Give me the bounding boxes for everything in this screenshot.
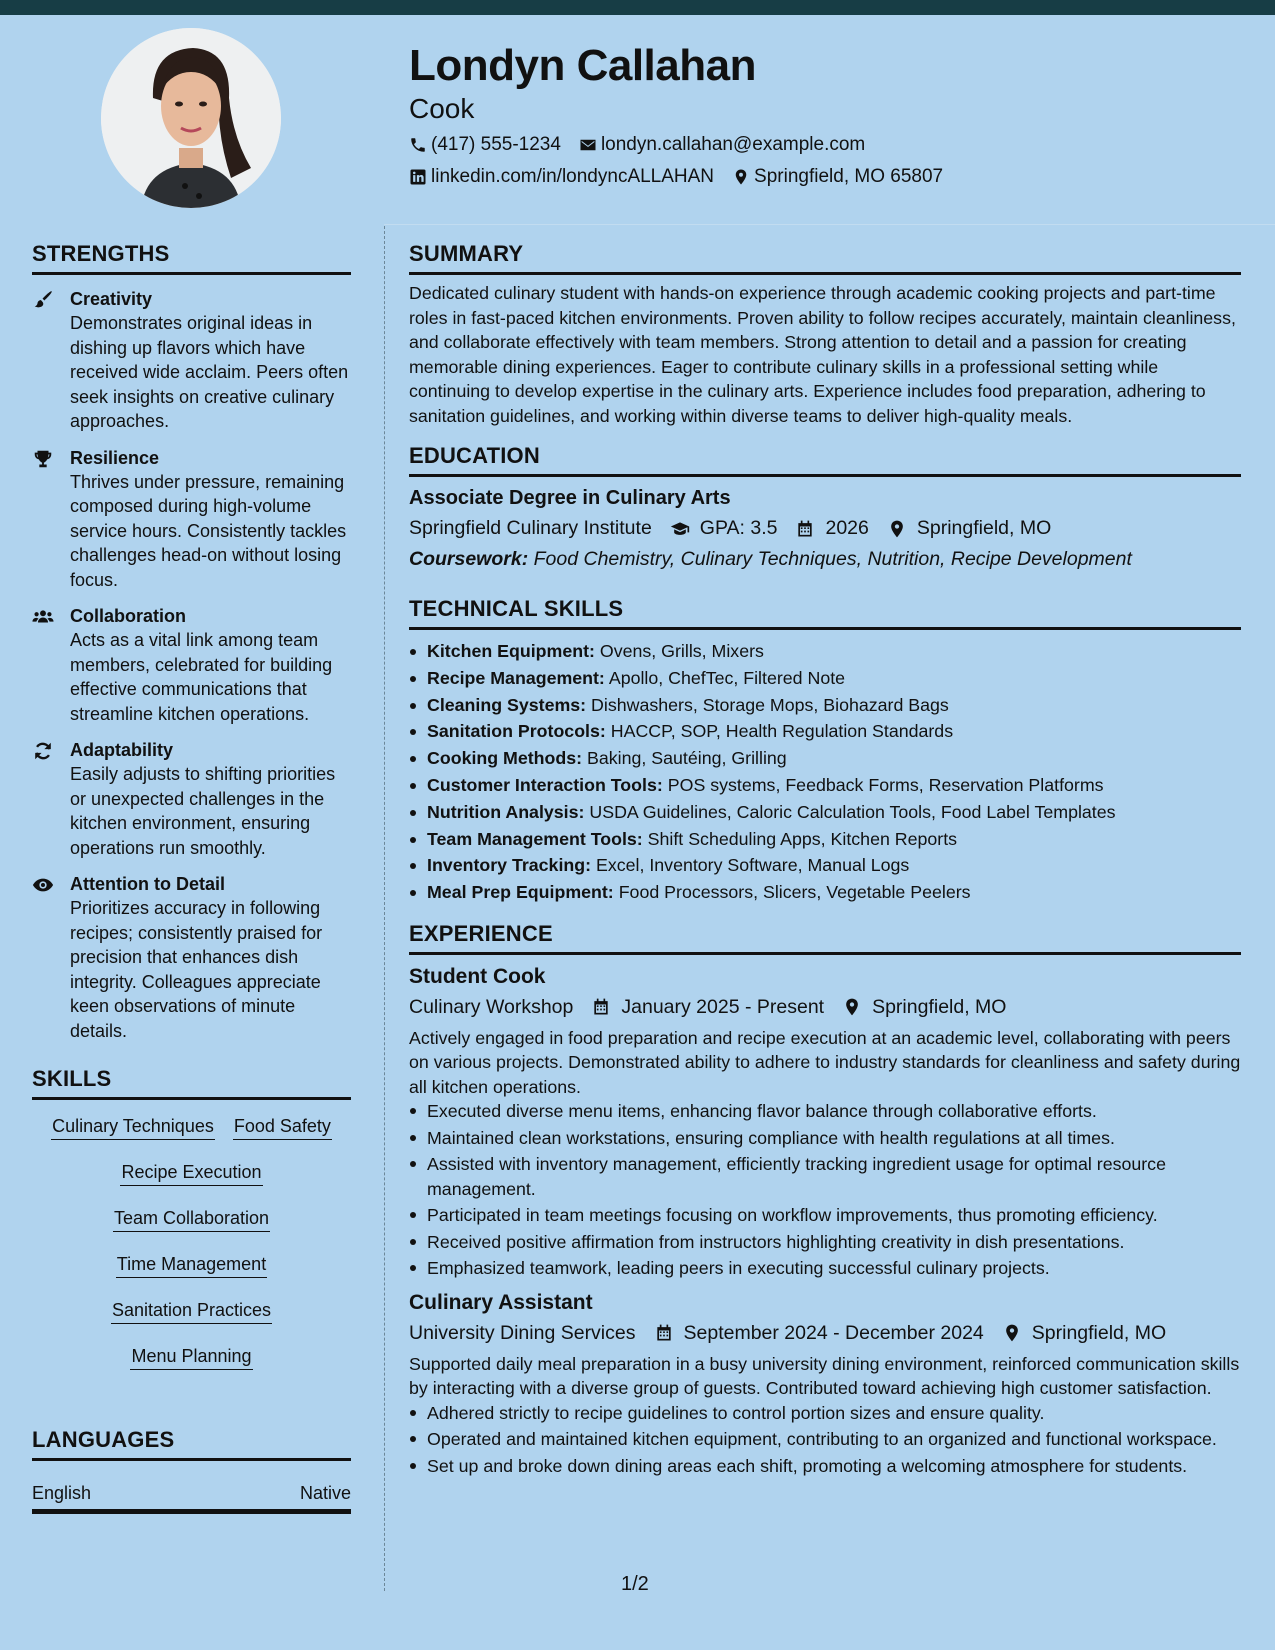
skills-heading: SKILLS	[32, 1065, 351, 1100]
languages-heading: LANGUAGES	[32, 1426, 351, 1461]
trophy-icon	[32, 448, 54, 470]
skill-tag: Recipe Execution	[120, 1160, 262, 1186]
list-item: Meal Prep Equipment: Food Processors, Slicers, Vegetable Peelers	[409, 879, 1241, 906]
list-item: Customer Interaction Tools: POS systems, Feedback Forms, Reservation Platforms	[409, 772, 1241, 799]
map-pin-icon	[887, 519, 907, 539]
sync-icon	[32, 740, 54, 762]
dates-item	[648, 1320, 984, 1347]
job-location-text: Springfield, MO	[872, 995, 1007, 1018]
summary-heading: SUMMARY	[409, 240, 1241, 275]
list-item: Cooking Methods: Baking, Sautéing, Grilling	[409, 745, 1241, 772]
list-item: Emphasized teamwork, leading peers in executing successful culinary projects.	[409, 1256, 1241, 1281]
list-item: Executed diverse menu items, enhancing flavor balance through collaborative efforts.	[409, 1099, 1241, 1124]
language-row	[32, 1461, 351, 1514]
strength-item	[32, 604, 351, 726]
strength-desc: Prioritizes accuracy in following recipes; consistently praised for precision that enhances dish integrity. Colleagues appreciate keen observations of minute details.	[70, 898, 323, 1041]
skill-tag: Time Management	[116, 1252, 267, 1278]
graduation-cap-icon	[670, 519, 690, 539]
strength-item	[32, 738, 351, 860]
strength-title: Adaptability	[70, 740, 174, 760]
edu-location-item	[881, 515, 1051, 542]
edu-location-text: Springfield, MO	[916, 517, 1052, 539]
strength-item	[32, 446, 351, 593]
coursework	[409, 546, 1241, 573]
strength-desc: Demonstrates original ideas in dishing up flavors which have received wide acclaim. Peers often seek insights on creative culinary approaches.	[70, 313, 349, 431]
skills-list	[32, 1100, 351, 1390]
list-item: Inventory Tracking: Excel, Inventory Software, Manual Logs	[409, 852, 1241, 879]
education-meta	[409, 515, 1241, 542]
coursework-text: Food Chemistry, Culinary Techniques, Nutrition, Recipe Development	[533, 548, 1132, 570]
map-pin-icon	[842, 997, 862, 1017]
job-location-item	[836, 994, 1006, 1021]
map-pin-icon	[1002, 1323, 1022, 1343]
location-item	[732, 165, 943, 189]
technical-skills-heading: TECHNICAL SKILLS	[409, 595, 1241, 630]
job-title: Student Cook	[409, 964, 546, 988]
top-bar	[0, 0, 1275, 15]
gpa-text: GPA: 3.5	[699, 517, 778, 539]
list-item: Maintained clean workstations, ensuring compliance with health regulations at all times.	[409, 1126, 1241, 1151]
strength-title: Attention to Detail	[70, 874, 225, 894]
paintbrush-icon	[32, 289, 54, 311]
experience-heading: EXPERIENCE	[409, 920, 1241, 955]
contact-row	[409, 133, 1229, 157]
job-location-text: Springfield, MO	[1031, 1321, 1167, 1344]
list-item: Nutrition Analysis: USDA Guidelines, Caloric Calculation Tools, Food Label Templates	[409, 799, 1241, 826]
job-description: Supported daily meal preparation in a busy university dining environment, reinforced communication skills by interacting with a diverse group of guests. Contributed toward achieving high customer satisfaction.	[409, 1353, 1240, 1399]
list-item: Kitchen Equipment: Ovens, Grills, Mixers	[409, 638, 1241, 665]
calendar-icon	[654, 1323, 674, 1343]
strength-desc: Thrives under pressure, remaining composed during high-volume service hours. Consistently tackles challenges head-on without losing focus.	[70, 471, 347, 590]
gpa-item	[664, 515, 778, 542]
job-bullets	[409, 1099, 1241, 1281]
right-column	[409, 240, 1241, 1492]
contact-row-2	[409, 165, 1229, 189]
degree: Associate Degree in Culinary Arts	[409, 487, 731, 509]
job-meta	[409, 1320, 1241, 1347]
phone-icon	[409, 136, 427, 154]
technical-skills-list	[409, 638, 1241, 906]
list-item: Set up and broke down dining areas each shift, promoting a welcoming atmosphere for students.	[409, 1454, 1241, 1479]
list-item: Operated and maintained kitchen equipment, contributing to an organized and functional workspace.	[409, 1427, 1241, 1452]
header-divider	[384, 224, 1275, 225]
skills-section	[32, 1065, 351, 1390]
strength-item	[32, 872, 351, 1043]
education-heading: EDUCATION	[409, 442, 1241, 477]
strength-item	[32, 287, 351, 434]
candidate-name: Londyn Callahan	[409, 41, 756, 90]
job-meta	[409, 994, 1241, 1021]
email-item[interactable]	[579, 133, 865, 157]
skill-tag: Menu Planning	[130, 1344, 252, 1370]
dates-text: January 2025 - Present	[621, 995, 825, 1018]
job-title: Cook	[409, 93, 475, 124]
job-entry	[409, 1289, 1241, 1479]
header	[409, 40, 1229, 189]
calendar-icon	[795, 519, 815, 539]
company-text: Culinary Workshop	[409, 995, 574, 1018]
phone-item	[409, 133, 561, 157]
education-section	[409, 442, 1241, 573]
users-icon	[32, 606, 54, 628]
list-item: Sanitation Protocols: HACCP, SOP, Health Regulation Standards	[409, 718, 1241, 745]
list-item: Participated in team meetings focusing on workflow improvements, thus promoting efficiency.	[409, 1203, 1241, 1228]
strengths-heading: STRENGTHS	[32, 240, 351, 275]
linkedin-item[interactable]	[409, 165, 714, 189]
summary-text: Dedicated culinary student with hands-on experience through academic cooking projects and part-time roles in fast-paced kitchen environments. Proven ability to follow recipes accurately, maintain cleanliness, and collaborate effectively with team members. Strong attention to detail and a passion for creating memorable dining experiences. Eager to contribute culinary skills in a professional setting while continuing to develop expertise in the culinary arts. Experience includes food preparation, adhering to sanitation guidelines, and working within diverse teams to deliver high-quality meals.	[409, 283, 1236, 426]
left-column	[32, 240, 351, 1514]
company	[409, 1320, 636, 1347]
skill-tag: Sanitation Practices	[111, 1298, 272, 1324]
email-text[interactable]: londyn.callahan@example.com	[600, 134, 866, 155]
eye-icon	[32, 874, 54, 896]
job-bullets	[409, 1401, 1241, 1479]
languages-section	[32, 1426, 351, 1514]
phone-text: (417) 555-1234	[431, 134, 561, 155]
linkedin-text[interactable]: linkedin.com/in/londyncALLAHAN	[431, 166, 715, 187]
school-text: Springfield Culinary Institute	[409, 517, 652, 539]
job-title: Culinary Assistant	[409, 1290, 593, 1314]
envelope-icon	[579, 136, 597, 154]
language-name: English	[32, 1483, 92, 1503]
experience-section	[409, 920, 1241, 1479]
year-item	[789, 515, 868, 542]
list-item: Adhered strictly to recipe guidelines to control portion sizes and ensure quality.	[409, 1401, 1241, 1426]
strength-desc: Easily adjusts to shifting priorities or unexpected challenges in the kitchen environment, ensuring operations run smoothly.	[70, 764, 336, 858]
summary-section	[409, 240, 1241, 428]
technical-skills-section	[409, 595, 1241, 906]
language-level: Native	[299, 1483, 351, 1503]
list-item: Assisted with inventory management, efficiently tracking ingredient usage for optimal resource management.	[409, 1152, 1241, 1201]
strength-desc: Acts as a vital link among team members, celebrated for building effective communications that streamline kitchen operations.	[70, 630, 333, 724]
skill-tag: Team Collaboration	[113, 1206, 270, 1232]
skill-tag: Food Safety	[233, 1114, 332, 1140]
school-name	[409, 515, 652, 542]
dates-item	[585, 994, 824, 1021]
list-item: Recipe Management: Apollo, ChefTec, Filtered Note	[409, 665, 1241, 692]
list-item: Cleaning Systems: Dishwashers, Storage Mops, Biohazard Bags	[409, 692, 1241, 719]
location-text: Springfield, MO 65807	[754, 166, 944, 187]
list-item: Team Management Tools: Shift Scheduling Apps, Kitchen Reports	[409, 826, 1241, 853]
linkedin-icon	[409, 168, 427, 186]
page-number: 1/2	[621, 1573, 649, 1595]
strength-title: Collaboration	[70, 606, 186, 626]
list-item: Received positive affirmation from instructors highlighting creativity in dish presentations.	[409, 1230, 1241, 1255]
strength-title: Creativity	[70, 289, 153, 309]
column-divider	[384, 226, 385, 1591]
dates-text: September 2024 - December 2024	[683, 1321, 984, 1344]
job-entry	[409, 963, 1241, 1281]
skill-tag: Culinary Techniques	[51, 1114, 215, 1140]
map-pin-icon	[732, 168, 750, 186]
company	[409, 994, 573, 1021]
company-text: University Dining Services	[409, 1321, 636, 1344]
calendar-icon	[591, 997, 611, 1017]
year-text: 2026	[825, 517, 869, 539]
profile-photo	[101, 28, 281, 208]
strength-title: Resilience	[70, 447, 160, 468]
coursework-label: Coursework:	[409, 548, 529, 570]
job-location-item	[996, 1320, 1166, 1347]
job-description: Actively engaged in food preparation and recipe execution at an academic level, collaborating with peers on various projects. Demonstrated ability to adhere to industry standards for cleanliness and safety during all kitchen operations.	[409, 1027, 1241, 1097]
